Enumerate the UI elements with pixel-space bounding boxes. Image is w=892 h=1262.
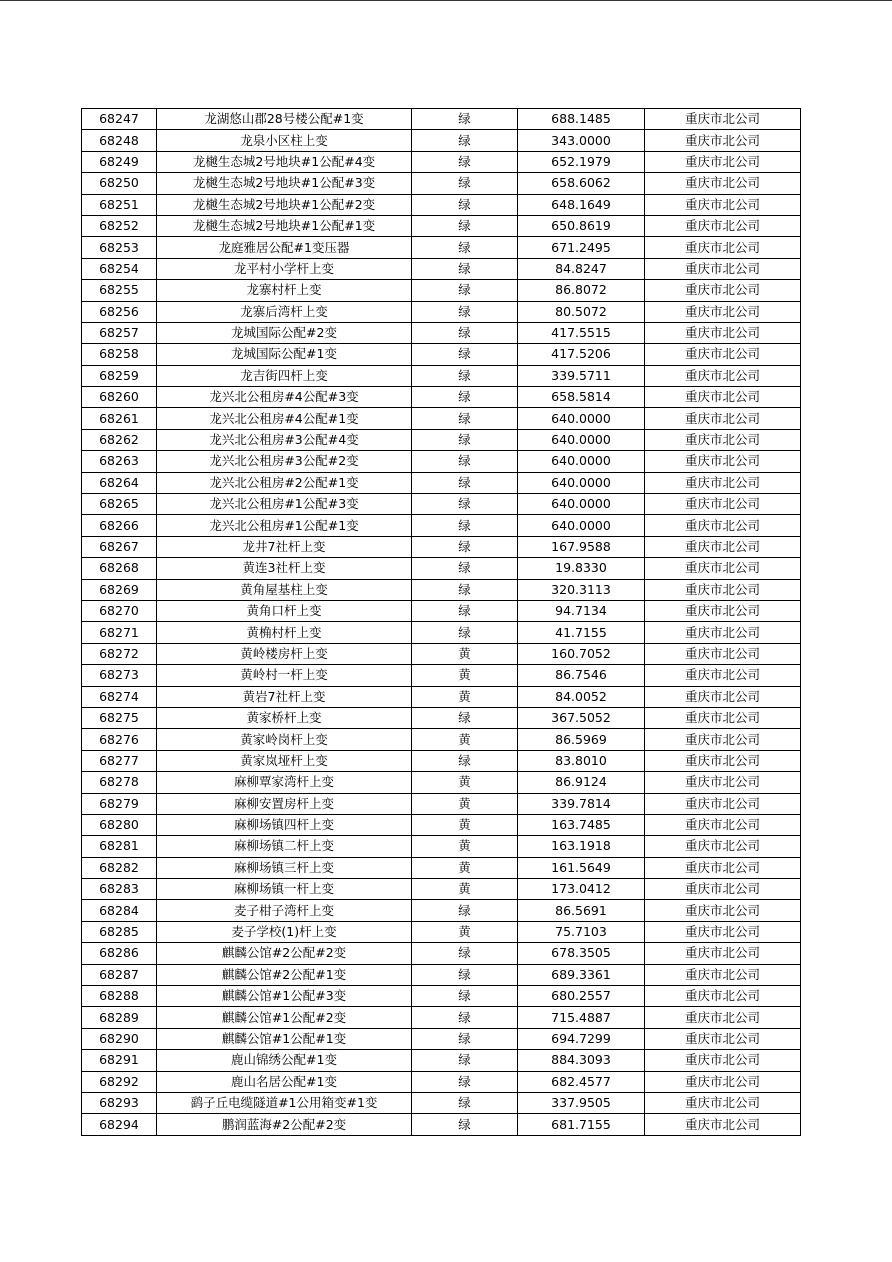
table-row: [82, 558, 801, 579]
status-level-cell: 绿: [412, 494, 518, 515]
capacity-value-cell: 417.5515: [518, 322, 645, 343]
row-id-cell: 68280: [82, 814, 157, 835]
transformer-name-cell: 麒麟公馆#2公配#1变: [157, 964, 412, 985]
capacity-value-cell: 339.7814: [518, 793, 645, 814]
company-cell: 重庆市北公司: [645, 643, 801, 664]
table-row: [82, 451, 801, 472]
status-level-cell: 黄: [412, 772, 518, 793]
capacity-value-cell: 680.2557: [518, 986, 645, 1007]
row-id-cell: 68254: [82, 258, 157, 279]
status-level-cell: 绿: [412, 301, 518, 322]
transformer-name-cell: 龙城国际公配#2变: [157, 322, 412, 343]
transformer-name-cell: 鹿山名居公配#1变: [157, 1071, 412, 1092]
company-cell: 重庆市北公司: [645, 365, 801, 386]
company-cell: 重庆市北公司: [645, 301, 801, 322]
company-cell: 重庆市北公司: [645, 429, 801, 450]
company-cell: 重庆市北公司: [645, 109, 801, 130]
capacity-value-cell: 640.0000: [518, 515, 645, 536]
company-cell: 重庆市北公司: [645, 665, 801, 686]
status-level-cell: 绿: [412, 900, 518, 921]
row-id-cell: 68260: [82, 387, 157, 408]
table-row: [82, 772, 801, 793]
transformer-name-cell: 麻柳场镇一杆上变: [157, 879, 412, 900]
transformer-name-cell: 龙兴北公租房#3公配#2变: [157, 451, 412, 472]
status-level-cell: 绿: [412, 472, 518, 493]
table-row: [82, 836, 801, 857]
company-cell: 重庆市北公司: [645, 1092, 801, 1113]
capacity-value-cell: 160.7052: [518, 643, 645, 664]
status-level-cell: 绿: [412, 173, 518, 194]
company-cell: 重庆市北公司: [645, 814, 801, 835]
status-level-cell: 绿: [412, 750, 518, 771]
transformer-name-cell: 龙樾生态城2号地块#1公配#4变: [157, 151, 412, 172]
transformer-name-cell: 龙兴北公租房#4公配#1变: [157, 408, 412, 429]
transformer-name-cell: 龙吉街四杆上变: [157, 365, 412, 386]
company-cell: 重庆市北公司: [645, 943, 801, 964]
company-cell: 重庆市北公司: [645, 750, 801, 771]
transformer-name-cell: 龙城国际公配#1变: [157, 344, 412, 365]
status-level-cell: 绿: [412, 1050, 518, 1071]
row-id-cell: 68268: [82, 558, 157, 579]
transformer-name-cell: 龙兴北公租房#3公配#4变: [157, 429, 412, 450]
transformer-name-cell: 黄角屋基柱上变: [157, 579, 412, 600]
table-row: [82, 814, 801, 835]
capacity-value-cell: 694.7299: [518, 1028, 645, 1049]
company-cell: 重庆市北公司: [645, 686, 801, 707]
row-id-cell: 68249: [82, 151, 157, 172]
table-row: [82, 472, 801, 493]
transformer-name-cell: 鹞子丘电缆隧道#1公用箱变#1变: [157, 1092, 412, 1113]
transformer-name-cell: 鹏润蓝海#2公配#2变: [157, 1114, 412, 1135]
status-level-cell: 绿: [412, 964, 518, 985]
table-row: [82, 215, 801, 236]
row-id-cell: 68282: [82, 857, 157, 878]
capacity-value-cell: 84.8247: [518, 258, 645, 279]
row-id-cell: 68252: [82, 215, 157, 236]
row-id-cell: 68273: [82, 665, 157, 686]
status-level-cell: 绿: [412, 151, 518, 172]
row-id-cell: 68275: [82, 707, 157, 728]
capacity-value-cell: 650.8619: [518, 215, 645, 236]
table-row: [82, 173, 801, 194]
transformer-name-cell: 麒麟公馆#1公配#3变: [157, 986, 412, 1007]
table-row: [82, 130, 801, 151]
table-row: [82, 1028, 801, 1049]
company-cell: 重庆市北公司: [645, 151, 801, 172]
transformer-name-cell: 龙寨后湾杆上变: [157, 301, 412, 322]
table-row: [82, 1050, 801, 1071]
status-level-cell: 绿: [412, 429, 518, 450]
company-cell: 重庆市北公司: [645, 215, 801, 236]
capacity-value-cell: 86.7546: [518, 665, 645, 686]
company-cell: 重庆市北公司: [645, 558, 801, 579]
table-row: [82, 322, 801, 343]
company-cell: 重庆市北公司: [645, 237, 801, 258]
company-cell: 重庆市北公司: [645, 408, 801, 429]
table-row: [82, 750, 801, 771]
transformer-name-cell: 麒麟公馆#1公配#2变: [157, 1007, 412, 1028]
company-cell: 重庆市北公司: [645, 964, 801, 985]
company-cell: 重庆市北公司: [645, 451, 801, 472]
capacity-value-cell: 94.7134: [518, 600, 645, 621]
company-cell: 重庆市北公司: [645, 258, 801, 279]
status-level-cell: 绿: [412, 558, 518, 579]
row-id-cell: 68283: [82, 879, 157, 900]
table-row: [82, 857, 801, 878]
company-cell: 重庆市北公司: [645, 173, 801, 194]
capacity-value-cell: 86.5691: [518, 900, 645, 921]
capacity-value-cell: 884.3093: [518, 1050, 645, 1071]
status-level-cell: 黄: [412, 921, 518, 942]
row-id-cell: 68294: [82, 1114, 157, 1135]
capacity-value-cell: 658.5814: [518, 387, 645, 408]
capacity-value-cell: 640.0000: [518, 472, 645, 493]
status-level-cell: 黄: [412, 857, 518, 878]
transformer-name-cell: 黄岩7社杆上变: [157, 686, 412, 707]
transformer-table-body: [82, 109, 801, 1136]
status-level-cell: 绿: [412, 1071, 518, 1092]
company-cell: 重庆市北公司: [645, 707, 801, 728]
transformer-name-cell: 麻柳场镇四杆上变: [157, 814, 412, 835]
transformer-name-cell: 麦子柑子湾杆上变: [157, 900, 412, 921]
row-id-cell: 68269: [82, 579, 157, 600]
status-level-cell: 黄: [412, 814, 518, 835]
row-id-cell: 68251: [82, 194, 157, 215]
transformer-name-cell: 龙兴北公租房#1公配#3变: [157, 494, 412, 515]
capacity-value-cell: 671.2495: [518, 237, 645, 258]
status-level-cell: 绿: [412, 387, 518, 408]
status-level-cell: 黄: [412, 729, 518, 750]
status-level-cell: 绿: [412, 130, 518, 151]
capacity-value-cell: 161.5649: [518, 857, 645, 878]
transformer-name-cell: 黄岭楼房杆上变: [157, 643, 412, 664]
table-row: [82, 921, 801, 942]
transformer-name-cell: 黄连3社杆上变: [157, 558, 412, 579]
table-row: [82, 301, 801, 322]
capacity-value-cell: 86.5969: [518, 729, 645, 750]
status-level-cell: 绿: [412, 986, 518, 1007]
row-id-cell: 68274: [82, 686, 157, 707]
capacity-value-cell: 339.5711: [518, 365, 645, 386]
table-row: [82, 793, 801, 814]
capacity-value-cell: 652.1979: [518, 151, 645, 172]
table-row: [82, 365, 801, 386]
status-level-cell: 绿: [412, 1114, 518, 1135]
table-row: [82, 729, 801, 750]
transformer-name-cell: 黄家桥杆上变: [157, 707, 412, 728]
row-id-cell: 68288: [82, 986, 157, 1007]
status-level-cell: 绿: [412, 451, 518, 472]
company-cell: 重庆市北公司: [645, 600, 801, 621]
transformer-name-cell: 龙兴北公租房#1公配#1变: [157, 515, 412, 536]
transformer-name-cell: 鹿山锦绣公配#1变: [157, 1050, 412, 1071]
transformer-name-cell: 麻柳场镇二杆上变: [157, 836, 412, 857]
company-cell: 重庆市北公司: [645, 772, 801, 793]
table-row: [82, 622, 801, 643]
company-cell: 重庆市北公司: [645, 387, 801, 408]
row-id-cell: 68266: [82, 515, 157, 536]
row-id-cell: 68286: [82, 943, 157, 964]
status-level-cell: 黄: [412, 665, 518, 686]
row-id-cell: 68290: [82, 1028, 157, 1049]
company-cell: 重庆市北公司: [645, 622, 801, 643]
company-cell: 重庆市北公司: [645, 1028, 801, 1049]
status-level-cell: 绿: [412, 365, 518, 386]
transformer-name-cell: 麒麟公馆#1公配#1变: [157, 1028, 412, 1049]
table-row: [82, 151, 801, 172]
table-row: [82, 986, 801, 1007]
company-cell: 重庆市北公司: [645, 344, 801, 365]
status-level-cell: 绿: [412, 943, 518, 964]
capacity-value-cell: 640.0000: [518, 429, 645, 450]
table-row: [82, 1092, 801, 1113]
capacity-value-cell: 163.1918: [518, 836, 645, 857]
capacity-value-cell: 80.5072: [518, 301, 645, 322]
table-row: [82, 237, 801, 258]
status-level-cell: 黄: [412, 686, 518, 707]
row-id-cell: 68256: [82, 301, 157, 322]
table-row: [82, 579, 801, 600]
row-id-cell: 68276: [82, 729, 157, 750]
row-id-cell: 68277: [82, 750, 157, 771]
status-level-cell: 绿: [412, 344, 518, 365]
capacity-value-cell: 640.0000: [518, 451, 645, 472]
capacity-value-cell: 689.3361: [518, 964, 645, 985]
capacity-value-cell: 640.0000: [518, 494, 645, 515]
status-level-cell: 绿: [412, 622, 518, 643]
capacity-value-cell: 640.0000: [518, 408, 645, 429]
row-id-cell: 68281: [82, 836, 157, 857]
transformer-name-cell: 龙泉小区柱上变: [157, 130, 412, 151]
capacity-value-cell: 173.0412: [518, 879, 645, 900]
company-cell: 重庆市北公司: [645, 857, 801, 878]
table-row: [82, 707, 801, 728]
company-cell: 重庆市北公司: [645, 1050, 801, 1071]
transformer-name-cell: 麦子学校(1)杆上变: [157, 921, 412, 942]
company-cell: 重庆市北公司: [645, 921, 801, 942]
transformer-name-cell: 龙兴北公租房#2公配#1变: [157, 472, 412, 493]
capacity-value-cell: 678.3505: [518, 943, 645, 964]
company-cell: 重庆市北公司: [645, 472, 801, 493]
capacity-value-cell: 83.8010: [518, 750, 645, 771]
row-id-cell: 68247: [82, 109, 157, 130]
status-level-cell: 绿: [412, 237, 518, 258]
transformer-name-cell: 龙庭雅居公配#1变压器: [157, 237, 412, 258]
capacity-value-cell: 86.9124: [518, 772, 645, 793]
company-cell: 重庆市北公司: [645, 322, 801, 343]
row-id-cell: 68264: [82, 472, 157, 493]
transformer-name-cell: 龙湖悠山郡28号楼公配#1变: [157, 109, 412, 130]
page-top-border: [0, 0, 892, 1]
transformer-name-cell: 黄家岭岗杆上变: [157, 729, 412, 750]
table-row: [82, 280, 801, 301]
status-level-cell: 绿: [412, 579, 518, 600]
transformer-name-cell: 龙寨村杆上变: [157, 280, 412, 301]
row-id-cell: 68265: [82, 494, 157, 515]
capacity-value-cell: 86.8072: [518, 280, 645, 301]
capacity-value-cell: 337.9505: [518, 1092, 645, 1113]
row-id-cell: 68248: [82, 130, 157, 151]
table-row: [82, 1071, 801, 1092]
table-row: [82, 1007, 801, 1028]
transformer-name-cell: 麻柳场镇三杆上变: [157, 857, 412, 878]
transformer-name-cell: 龙樾生态城2号地块#1公配#1变: [157, 215, 412, 236]
capacity-value-cell: 167.9588: [518, 536, 645, 557]
table-row: [82, 387, 801, 408]
transformer-name-cell: 龙井7社杆上变: [157, 536, 412, 557]
row-id-cell: 68270: [82, 600, 157, 621]
company-cell: 重庆市北公司: [645, 793, 801, 814]
status-level-cell: 绿: [412, 515, 518, 536]
table-row: [82, 943, 801, 964]
capacity-value-cell: 682.4577: [518, 1071, 645, 1092]
table-row: [82, 686, 801, 707]
table-row: [82, 258, 801, 279]
capacity-value-cell: 367.5052: [518, 707, 645, 728]
transformer-table: [81, 108, 801, 1136]
capacity-value-cell: 320.3113: [518, 579, 645, 600]
row-id-cell: 68267: [82, 536, 157, 557]
capacity-value-cell: 715.4887: [518, 1007, 645, 1028]
status-level-cell: 黄: [412, 879, 518, 900]
row-id-cell: 68263: [82, 451, 157, 472]
row-id-cell: 68253: [82, 237, 157, 258]
capacity-value-cell: 688.1485: [518, 109, 645, 130]
status-level-cell: 绿: [412, 322, 518, 343]
capacity-value-cell: 84.0052: [518, 686, 645, 707]
company-cell: 重庆市北公司: [645, 494, 801, 515]
row-id-cell: 68258: [82, 344, 157, 365]
company-cell: 重庆市北公司: [645, 1007, 801, 1028]
row-id-cell: 68293: [82, 1092, 157, 1113]
capacity-value-cell: 417.5206: [518, 344, 645, 365]
row-id-cell: 68262: [82, 429, 157, 450]
status-level-cell: 绿: [412, 215, 518, 236]
capacity-value-cell: 163.7485: [518, 814, 645, 835]
status-level-cell: 黄: [412, 643, 518, 664]
company-cell: 重庆市北公司: [645, 194, 801, 215]
capacity-value-cell: 19.8330: [518, 558, 645, 579]
table-row: [82, 515, 801, 536]
table-row: [82, 494, 801, 515]
status-level-cell: 绿: [412, 707, 518, 728]
table-row: [82, 900, 801, 921]
company-cell: 重庆市北公司: [645, 130, 801, 151]
row-id-cell: 68292: [82, 1071, 157, 1092]
row-id-cell: 68291: [82, 1050, 157, 1071]
row-id-cell: 68287: [82, 964, 157, 985]
table-row: [82, 344, 801, 365]
status-level-cell: 绿: [412, 408, 518, 429]
row-id-cell: 68279: [82, 793, 157, 814]
capacity-value-cell: 75.7103: [518, 921, 645, 942]
table-row: [82, 964, 801, 985]
transformer-name-cell: 黄家岚垭杆上变: [157, 750, 412, 771]
status-level-cell: 绿: [412, 280, 518, 301]
table-row: [82, 879, 801, 900]
transformer-name-cell: 黄桷村杆上变: [157, 622, 412, 643]
table-row: [82, 408, 801, 429]
status-level-cell: 黄: [412, 793, 518, 814]
company-cell: 重庆市北公司: [645, 1114, 801, 1135]
company-cell: 重庆市北公司: [645, 280, 801, 301]
transformer-name-cell: 龙樾生态城2号地块#1公配#3变: [157, 173, 412, 194]
transformer-name-cell: 龙樾生态城2号地块#1公配#2变: [157, 194, 412, 215]
table-row: [82, 643, 801, 664]
row-id-cell: 68289: [82, 1007, 157, 1028]
transformer-name-cell: 麒麟公馆#2公配#2变: [157, 943, 412, 964]
transformer-name-cell: 龙兴北公租房#4公配#3变: [157, 387, 412, 408]
status-level-cell: 黄: [412, 836, 518, 857]
row-id-cell: 68285: [82, 921, 157, 942]
row-id-cell: 68284: [82, 900, 157, 921]
row-id-cell: 68259: [82, 365, 157, 386]
status-level-cell: 绿: [412, 1028, 518, 1049]
table-row: [82, 1114, 801, 1135]
company-cell: 重庆市北公司: [645, 986, 801, 1007]
status-level-cell: 绿: [412, 536, 518, 557]
status-level-cell: 绿: [412, 194, 518, 215]
company-cell: 重庆市北公司: [645, 900, 801, 921]
table-row: [82, 109, 801, 130]
row-id-cell: 68250: [82, 173, 157, 194]
row-id-cell: 68271: [82, 622, 157, 643]
table-row: [82, 429, 801, 450]
capacity-value-cell: 648.1649: [518, 194, 645, 215]
company-cell: 重庆市北公司: [645, 729, 801, 750]
transformer-name-cell: 麻柳安置房杆上变: [157, 793, 412, 814]
table-row: [82, 194, 801, 215]
status-level-cell: 绿: [412, 109, 518, 130]
capacity-value-cell: 681.7155: [518, 1114, 645, 1135]
row-id-cell: 68272: [82, 643, 157, 664]
transformer-name-cell: 龙平村小学杆上变: [157, 258, 412, 279]
table-row: [82, 665, 801, 686]
row-id-cell: 68255: [82, 280, 157, 301]
company-cell: 重庆市北公司: [645, 1071, 801, 1092]
row-id-cell: 68257: [82, 322, 157, 343]
transformer-name-cell: 黄角口杆上变: [157, 600, 412, 621]
status-level-cell: 绿: [412, 1007, 518, 1028]
table-row: [82, 600, 801, 621]
transformer-name-cell: 麻柳覃家湾杆上变: [157, 772, 412, 793]
company-cell: 重庆市北公司: [645, 515, 801, 536]
capacity-value-cell: 343.0000: [518, 130, 645, 151]
capacity-value-cell: 658.6062: [518, 173, 645, 194]
transformer-name-cell: 黄岭村一杆上变: [157, 665, 412, 686]
status-level-cell: 绿: [412, 1092, 518, 1113]
company-cell: 重庆市北公司: [645, 879, 801, 900]
table-row: [82, 536, 801, 557]
status-level-cell: 绿: [412, 600, 518, 621]
row-id-cell: 68278: [82, 772, 157, 793]
company-cell: 重庆市北公司: [645, 536, 801, 557]
status-level-cell: 绿: [412, 258, 518, 279]
company-cell: 重庆市北公司: [645, 579, 801, 600]
company-cell: 重庆市北公司: [645, 836, 801, 857]
row-id-cell: 68261: [82, 408, 157, 429]
capacity-value-cell: 41.7155: [518, 622, 645, 643]
